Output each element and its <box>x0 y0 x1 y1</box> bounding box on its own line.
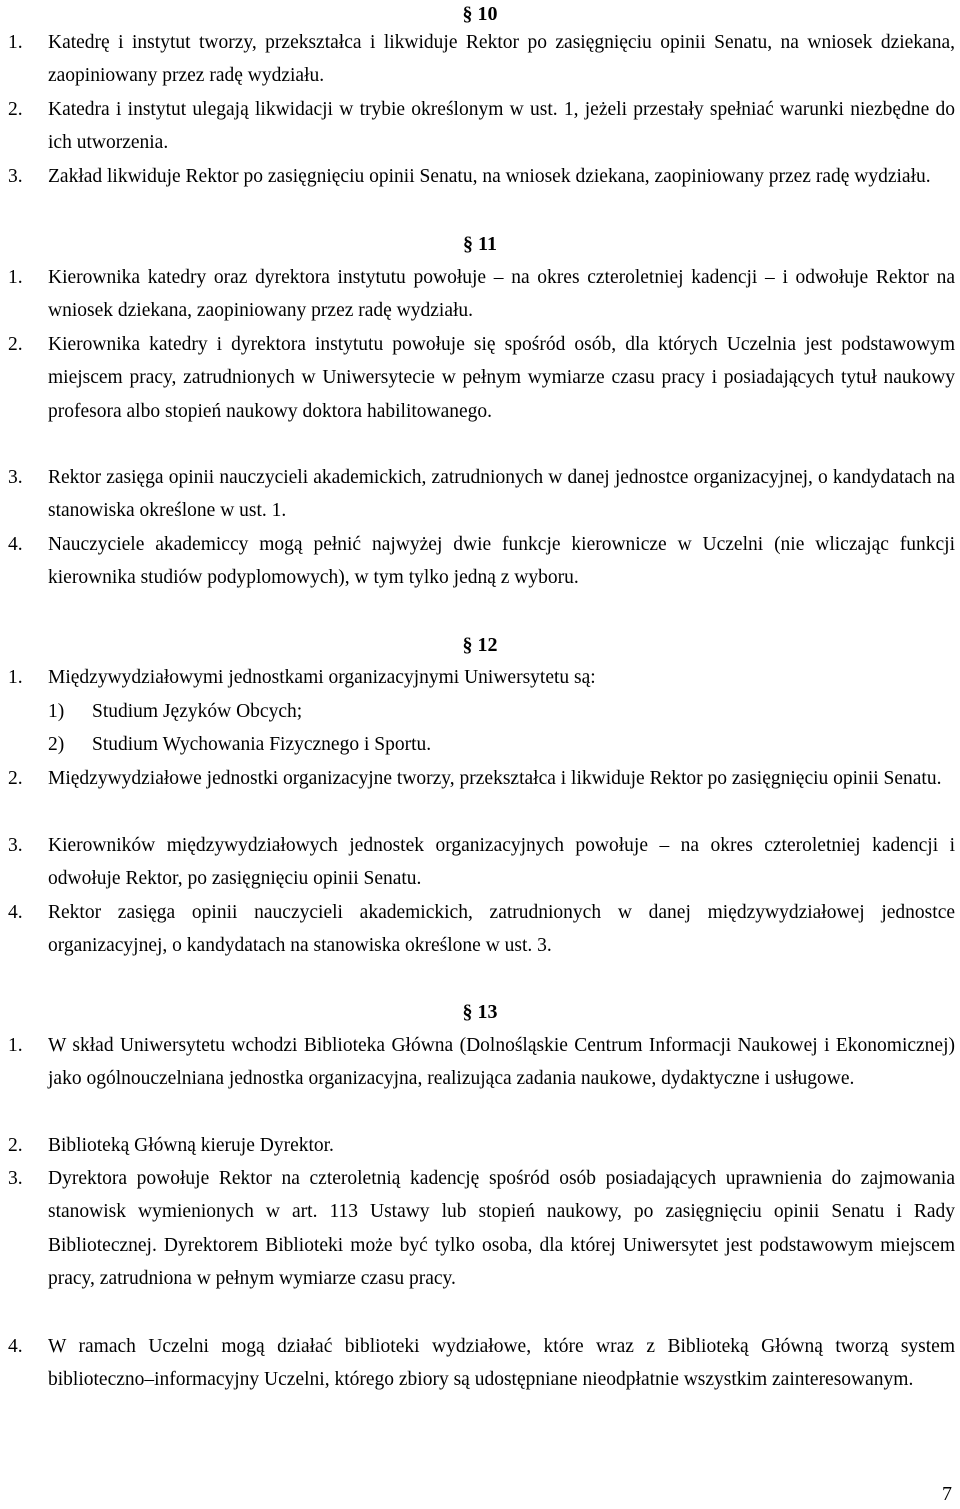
item-text: Rektor zasięga opinii nauczycieli akademickich, zatrudnionych w danej jednostce organizacyjnej, o kandydatach na stanowiska określone w ust. 1. <box>48 467 955 522</box>
section-sign: § <box>462 634 473 656</box>
paragraph-item <box>0 762 955 795</box>
section-sign: § <box>462 3 473 25</box>
paragraph-item <box>0 1162 955 1296</box>
item-number: 3. <box>8 467 23 488</box>
sub-item-text: Studium Języków Obcych; <box>92 701 303 722</box>
item-text: Nauczyciele akademiccy mogą pełnić najwyżej dwie funkcje kierownicze w Uczelni (nie wliczając funkcji kierownika studiów podyplomowych), w tym tylko jedną z wyboru. <box>48 534 955 589</box>
item-number: 3. <box>8 166 23 187</box>
sub-item-text: Studium Wychowania Fizycznego i Sportu. <box>92 734 432 755</box>
item-number: 2. <box>8 334 23 355</box>
section-heading-11 <box>0 232 960 256</box>
section-heading-13 <box>0 1000 960 1024</box>
section-heading-10 <box>0 2 960 26</box>
paragraph-item <box>0 261 955 328</box>
item-number: 4. <box>8 534 23 555</box>
paragraph-item <box>0 26 955 93</box>
item-text: W skład Uniwersytetu wchodzi Biblioteka Główna (Dolnośląskie Centrum Informacji Naukowej i Ekonomicznej) jako ogólnouczelniana jednostka organizacyjna, realizująca zadania naukowe, dydaktyczne i usługowe. <box>48 1035 955 1090</box>
item-number: 1. <box>8 667 23 688</box>
sub-item-number: 1) <box>48 701 65 722</box>
item-number: 1. <box>8 32 23 53</box>
item-number: 2. <box>8 1135 23 1156</box>
section-heading-12 <box>0 633 960 657</box>
paragraph-item <box>0 528 955 595</box>
paragraph-item <box>0 93 955 160</box>
item-text: Katedra i instytut ulegają likwidacji w trybie określonym w ust. 1, jeżeli przestały spełniać warunki niezbędne do ich utworzenia. <box>48 99 955 154</box>
section-number: 11 <box>478 233 497 255</box>
item-text: Międzywydziałowymi jednostkami organizacyjnymi Uniwersytetu są: <box>48 667 596 688</box>
item-text: W ramach Uczelni mogą działać biblioteki wydziałowe, które wraz z Biblioteką Główną tworzą system biblioteczno–informacyjny Uczelni, którego zbiory są udostępniane nieodpłatnie wszystkim zainteresowanym. <box>48 1336 955 1391</box>
item-number: 1. <box>8 267 23 288</box>
item-text: Rektor zasięga opinii nauczycieli akademickich, zatrudnionych w danej międzywydziałowej jednostce organizacyjnej, o kandydatach na stanowiska określone w ust. 3. <box>48 902 955 957</box>
paragraph-item <box>0 661 955 694</box>
paragraph-item <box>0 1129 955 1162</box>
section-number: 12 <box>477 634 498 656</box>
item-text: Międzywydziałowe jednostki organizacyjne tworzy, przekształca i likwiduje Rektor po zasięgnięciu opinii Senatu. <box>48 768 942 789</box>
sub-list-item <box>48 728 948 761</box>
item-number: 2. <box>8 99 23 120</box>
paragraph-item <box>0 896 955 963</box>
section-number: 13 <box>477 1001 498 1023</box>
item-text: Kierownika katedry i dyrektora instytutu powołuje się spośród osób, dla których Uczelnia jest podstawowym miejscem pracy, zatrudnionych w Uniwersytecie w pełnym wymiarze czasu pracy i posiadających tytuł naukowy profesora albo stopień naukowy doktora habilitowanego. <box>48 334 955 422</box>
item-text: Zakład likwiduje Rektor po zasięgnięciu opinii Senatu, na wniosek dziekana, zaopiniowany przez radę wydziału. <box>48 166 931 187</box>
page-number: 7 <box>942 1483 952 1505</box>
item-number: 4. <box>8 1336 23 1357</box>
item-text: Dyrektora powołuje Rektor na czteroletnią kadencję spośród osób posiadających uprawnienia do zajmowania stanowisk wymienionych w art. 113 Ustawy lub stopień naukowy, po zasięgnięciu opinii Senatu i Rady Bibliotecznej. Dyrektorem Biblioteki może być tylko osoba, dla której Uniwersytet jest podstawowym miejscem pracy, zatrudniona w pełnym wymiarze czasu pracy. <box>48 1168 955 1290</box>
item-text: Biblioteką Główną kieruje Dyrektor. <box>48 1135 334 1156</box>
paragraph-item <box>0 1330 955 1397</box>
sub-list-item <box>48 695 948 728</box>
item-number: 2. <box>8 768 23 789</box>
item-text: Katedrę i instytut tworzy, przekształca i likwiduje Rektor po zasięgnięciu opinii Senatu, na wniosek dziekana, zaopiniowany przez radę wydziału. <box>48 32 955 87</box>
item-number: 4. <box>8 902 23 923</box>
paragraph-item <box>0 461 955 528</box>
item-number: 3. <box>8 1168 23 1189</box>
paragraph-item <box>0 328 955 428</box>
paragraph-item <box>0 160 955 193</box>
section-number: 10 <box>477 3 498 25</box>
paragraph-item <box>0 829 955 896</box>
item-text: Kierownika katedry oraz dyrektora instytutu powołuje – na okres czteroletniej kadencji – i odwołuje Rektor na wniosek dziekana, zaopiniowany przez radę wydziału. <box>48 267 955 322</box>
item-number: 3. <box>8 835 23 856</box>
paragraph-item <box>0 1029 955 1096</box>
sub-item-number: 2) <box>48 734 65 755</box>
item-number: 1. <box>8 1035 23 1056</box>
section-sign: § <box>462 1001 473 1023</box>
section-sign: § <box>463 233 474 255</box>
item-text: Kierowników międzywydziałowych jednostek organizacyjnych powołuje – na okres czteroletniej kadencji i odwołuje Rektor, po zasięgnięciu opinii Senatu. <box>48 835 955 890</box>
